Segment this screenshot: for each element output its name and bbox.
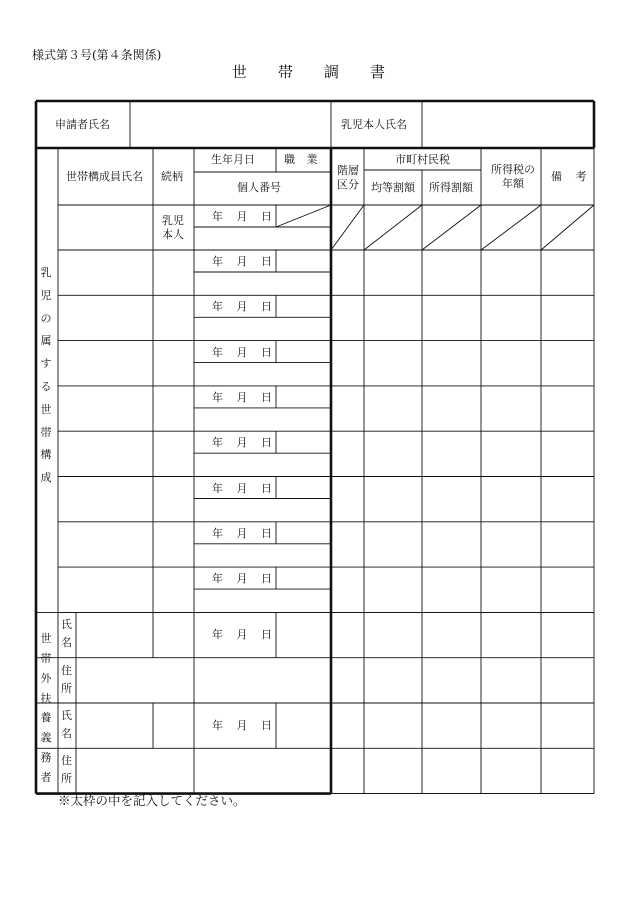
diagonal-slash [541,205,594,250]
relationship-header: 続柄 [161,170,183,183]
infant-name-field[interactable] [423,103,593,147]
supporter-name-label: 氏名 [61,618,72,650]
vertical-char: す [40,357,52,371]
occupation-diagonal [276,205,331,227]
diagonal-slash [481,205,541,250]
outside-supporters-label [39,632,53,790]
vertical-char: 外 [40,671,52,685]
diagonal-slash [364,205,422,250]
vertical-char: 構 [40,448,52,462]
supporter-address-label: 住所 [61,754,72,786]
vertical-char: 帯 [40,652,52,666]
birthdate-placeholder: 年 月 日 [212,300,272,314]
birthdate-placeholder: 年 月 日 [212,526,272,540]
vertical-char: 世 [40,402,52,416]
applicant-name-label: 申請者氏名 [55,118,110,131]
vertical-char: の [40,311,52,325]
birthdate-placeholder: 年 月 日 [212,210,272,223]
birthdate-placeholder: 年 月 日 [212,719,272,732]
diagonal-slash [422,205,481,250]
vertical-char: 児 [40,288,52,302]
birthdate-header: 生年月日 [211,153,255,166]
form-number: 様式第３号(第４条関係) [32,48,162,62]
infant-relationship-label: 乳児本人 [162,214,184,241]
occupation-header: 職 業 [284,153,318,166]
vertical-char: 務 [40,750,52,764]
diagonal-slash [331,205,364,250]
applicant-name-field[interactable] [130,103,330,147]
vertical-char: 扶 [40,691,52,705]
income-tax-header: 所得税の年額 [491,163,535,190]
member-name-header: 世帯構成員氏名 [66,170,143,183]
vertical-char: 属 [40,334,52,348]
remarks-header: 備 考 [551,170,587,183]
infant-name-label: 乳児本人氏名 [341,118,407,131]
vertical-char: 帯 [40,425,52,439]
municipal-tax-header: 市町村民税 [395,153,450,166]
vertical-char: る [40,379,52,393]
vertical-char: 者 [40,770,52,784]
birthdate-placeholder: 年 月 日 [212,255,272,268]
vertical-char: 養 [40,711,52,725]
vertical-char: 乳 [40,266,52,279]
supporter-address-label: 住所 [61,663,72,695]
infant-household-label [39,266,53,494]
vertical-char: 成 [40,471,52,485]
supporter-name-label: 氏名 [61,709,72,740]
birthdate-placeholder: 年 月 日 [212,345,272,359]
birthdate-placeholder: 年 月 日 [212,390,272,404]
footnote: ※太枠の中を記入してください。 [58,793,246,808]
equal-levy-header: 均等割額 [371,181,415,194]
birthdate-placeholder: 年 月 日 [212,628,272,642]
birthdate-placeholder: 年 月 日 [212,436,272,450]
vertical-char: 世 [40,632,52,646]
vertical-char: 義 [40,731,52,745]
tier-header: 階層区分 [337,164,359,191]
income-levy-header: 所得割額 [429,181,473,194]
individual-number-header: 個人番号 [237,181,281,194]
form-title: 世帯調書 [232,63,417,81]
birthdate-placeholder: 年 月 日 [212,481,272,495]
birthdate-placeholder: 年 月 日 [212,572,272,586]
